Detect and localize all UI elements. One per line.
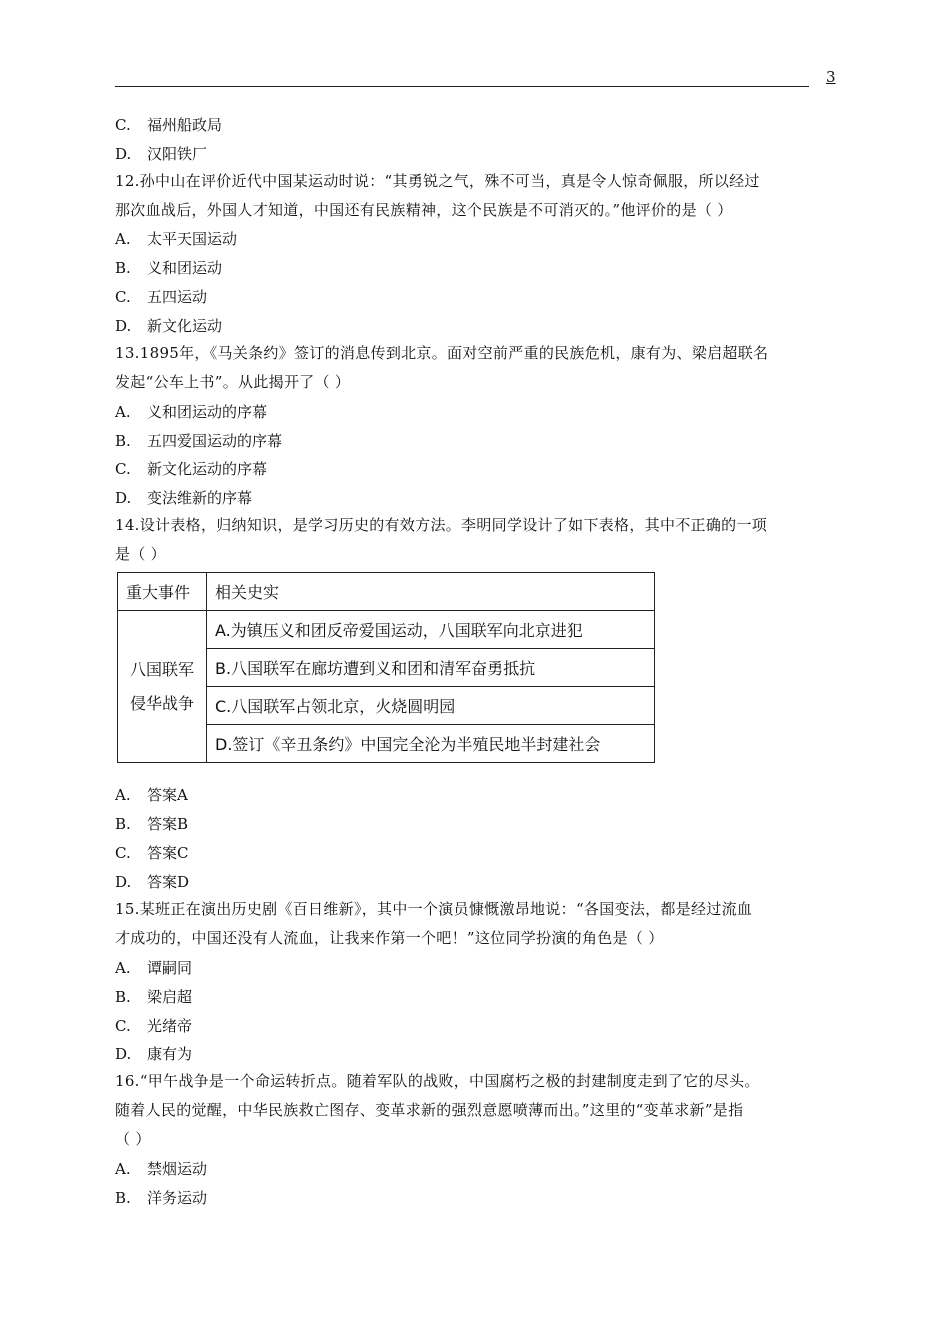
option-q15-c: C. 光绪帝 xyxy=(115,1017,193,1035)
table-fact-c: C.八国联军占领北京，火烧圆明园 xyxy=(207,687,655,725)
summary-table xyxy=(117,572,655,763)
option-q12-a: A. 太平天国运动 xyxy=(115,230,238,248)
table-header-row xyxy=(118,573,655,611)
question-13-stem: 13.1895年，《马关条约》签订的消息传到北京。面对空前严重的民族危机，康有为、梁启超联名 发起“公车上书”。从此揭开了（ ） xyxy=(115,344,769,391)
option-q15-a: A. 谭嗣同 xyxy=(115,959,193,977)
option-q12-c: C. 五四运动 xyxy=(115,288,208,306)
table-header-event: 重大事件 xyxy=(118,573,207,611)
table-fact-b: B.八国联军在廊坊遭到义和团和清军奋勇抵抗 xyxy=(207,649,655,687)
table-fact-a: A.为镇压义和团反帝爱国运动，八国联军向北京进犯 xyxy=(207,611,655,649)
table-fact-d: D.签订《辛丑条约》中国完全沦为半殖民地半封建社会 xyxy=(207,725,655,763)
question-12-stem: 12.孙中山在评价近代中国某运动时说：“其勇锐之气，殊不可当，真是令人惊奇佩服，所以经过 那次血战后，外国人才知道，中国还有民族精神，这个民族是不可消灭的。”他评价的是（ ） xyxy=(115,172,760,219)
option-q16-a: A. 禁烟运动 xyxy=(115,1160,208,1178)
option-q11-d: D. 汉阳铁厂 xyxy=(115,145,208,163)
option-q14-b: B. 答案B xyxy=(115,815,189,833)
option-q13-a: A. 义和团运动的序幕 xyxy=(115,403,268,421)
option-q11-c: C. 福州船政局 xyxy=(115,116,223,134)
table-row xyxy=(118,611,655,649)
table-header-facts: 相关史实 xyxy=(207,573,655,611)
option-q16-b: B. 洋务运动 xyxy=(115,1189,208,1207)
option-q14-c: C. 答案C xyxy=(115,844,189,862)
header-rule xyxy=(115,86,809,87)
question-16-stem: 16.“甲午战争是一个命运转折点。随着军队的战败，中国腐朽之极的封建制度走到了它的尽头。 随着人民的觉醒，中华民族救亡图存、变革求新的强烈意愿喷薄而出。”这里的“变革求新”是指 （ ） xyxy=(115,1072,760,1148)
option-q13-c: C. 新文化运动的序幕 xyxy=(115,460,268,478)
option-q13-d: D. 变法维新的序幕 xyxy=(115,489,253,507)
option-q14-d: D. 答案D xyxy=(115,873,190,891)
page-number: 3 xyxy=(826,68,836,86)
option-q15-b: B. 梁启超 xyxy=(115,988,193,1006)
option-q15-d: D. 康有为 xyxy=(115,1045,193,1063)
question-15-stem: 15.某班正在演出历史剧《百日维新》，其中一个演员慷慨激昂地说：“各国变法，都是经过流血 才成功的，中国还没有人流血，让我来作第一个吧！”这位同学扮演的角色是（ ） xyxy=(115,900,753,947)
option-q12-b: B. 义和团运动 xyxy=(115,259,223,277)
question-14-stem: 14.设计表格，归纳知识，是学习历史的有效方法。李明同学设计了如下表格，其中不正确的一项 是（ ） xyxy=(115,516,768,563)
option-q13-b: B. 五四爱国运动的序幕 xyxy=(115,432,283,450)
option-q12-d: D. 新文化运动 xyxy=(115,317,223,335)
option-q14-a: A. 答案A xyxy=(115,786,188,804)
table-event-cell: 八国联军 侵华战争 xyxy=(118,611,207,763)
